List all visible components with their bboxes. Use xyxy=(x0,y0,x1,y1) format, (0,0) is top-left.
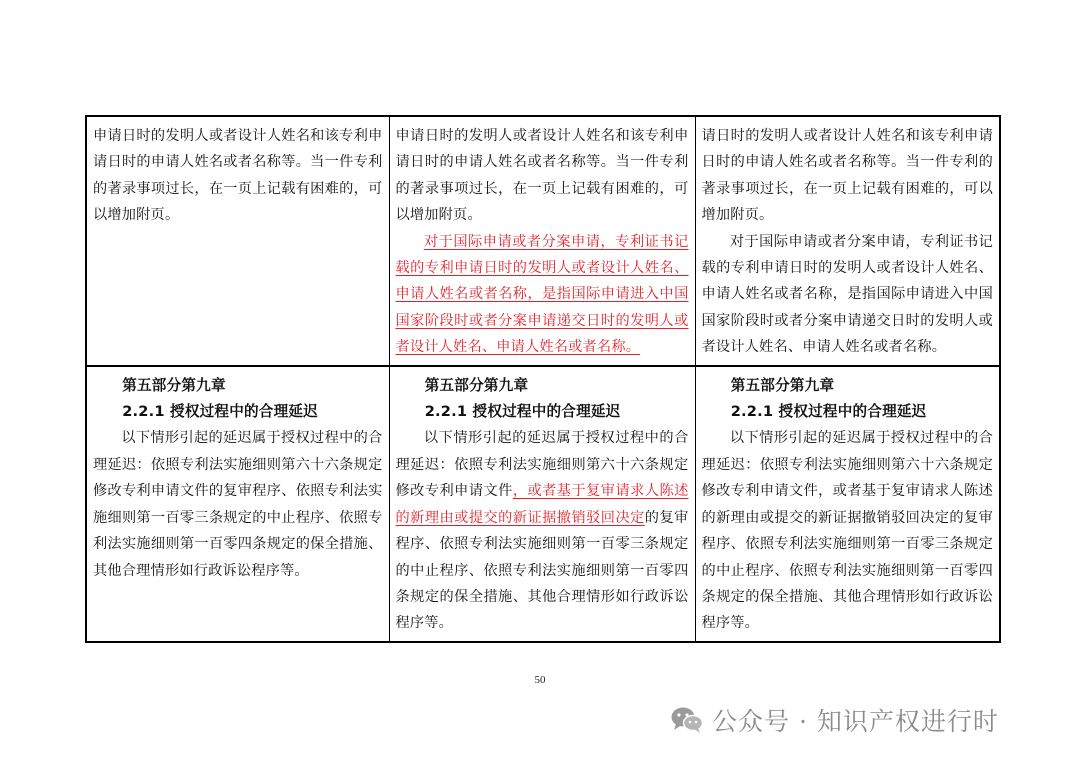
chapter-heading: 第五部分第九章 xyxy=(730,376,835,394)
watermark-text: 公众号 · 知识产权进行时 xyxy=(712,707,999,736)
paragraph: 以下情形引起的延迟属于授权过程中的合理延迟：依照专利法实施细则第六十六条规定修改专利申请文件，或者基于复审请求人陈述的新理由或提交的新证据撤销驳回决定的复审程序、依照专利法实施细则第一百零三条规定的中止程序、依照专利法实施细则第一百零四条规定的保全措施、其他合理情形如行政诉讼程序等。 xyxy=(701,430,993,632)
table-cell-original xyxy=(86,366,389,642)
table-cell-original xyxy=(86,116,389,366)
page-number: 50 xyxy=(534,674,546,686)
inserted-text: ，或者基于复审请求人陈述的新理由或提交的新证据撤销驳回决定 xyxy=(395,483,689,526)
paragraph: 请日时的发明人或者设计人姓名和该专利申请日时的申请人姓名或者名称等。当一件专利的著录事项过长，在一页上记载有困难的，可以增加附页。 xyxy=(701,128,993,224)
table-cell-revised-clean xyxy=(695,116,1000,366)
text-span: 的复审程序、依照专利法实施细则第一百零三条规定的中止程序、依照专利法实施细则第一百零四条规定的保全措施、其他合理情形如行政诉讼程序等。 xyxy=(395,509,689,632)
section-heading: 2.2.1 授权过程中的合理延迟 xyxy=(730,403,927,421)
paragraph: 对于国际申请或者分案申请，专利证书记载的专利申请日时的发明人或者设计人姓名、申请人姓名或者名称，是指国际申请进入中国国家阶段时或者分案申请递交日时的发明人或者设计人姓名、申请人姓名或者名称。 xyxy=(701,233,993,356)
text-span: 以下情形引起的延迟属于授权过程中的合理延迟：依照专利法实施细则第六十六条规定修改专利申请文件 xyxy=(395,430,689,500)
paragraph: 申请日时的发明人或者设计人姓名和该专利申请日时的申请人姓名或者名称等。当一件专利的著录事项过长，在一页上记载有困难的，可以增加附页。 xyxy=(93,128,383,224)
wechat-icon xyxy=(670,706,704,734)
watermark xyxy=(670,700,999,740)
table-cell-revised-marked xyxy=(389,116,695,366)
section-heading: 2.2.1 授权过程中的合理延迟 xyxy=(122,403,318,421)
table-row xyxy=(86,366,1000,642)
paragraph: 申请日时的发明人或者设计人姓名和该专利申请日时的申请人姓名或者名称等。当一件专利的著录事项过长，在一页上记载有困难的，可以增加附页。 xyxy=(395,128,689,224)
section-heading: 2.2.1 授权过程中的合理延迟 xyxy=(424,403,621,421)
table-cell-revised-clean xyxy=(695,366,1000,642)
paragraph xyxy=(396,425,689,636)
inserted-text: 对于国际申请或者分案申请，专利证书记载的专利申请日时的发明人或者设计人姓名、申请人姓名或者名称，是指国际申请进入中国国家阶段时或者分案申请递交日时的发明人或者设计人姓名、申请人姓名或者名称。 xyxy=(395,233,689,356)
paragraph: 以下情形引起的延迟属于授权过程中的合理延迟：依照专利法实施细则第六十六条规定修改专利申请文件的复审程序、依照专利法实施细则第一百零三条规定的中止程序、依照专利法实施细则第一百零四条规定的保全措施、其他合理情形如行政诉讼程序等。 xyxy=(93,430,383,579)
table-row xyxy=(86,116,1000,366)
chapter-heading: 第五部分第九章 xyxy=(424,376,529,394)
chapter-heading: 第五部分第九章 xyxy=(122,376,226,394)
table-cell-revised-marked xyxy=(389,366,695,642)
comparison-table xyxy=(85,115,1001,643)
